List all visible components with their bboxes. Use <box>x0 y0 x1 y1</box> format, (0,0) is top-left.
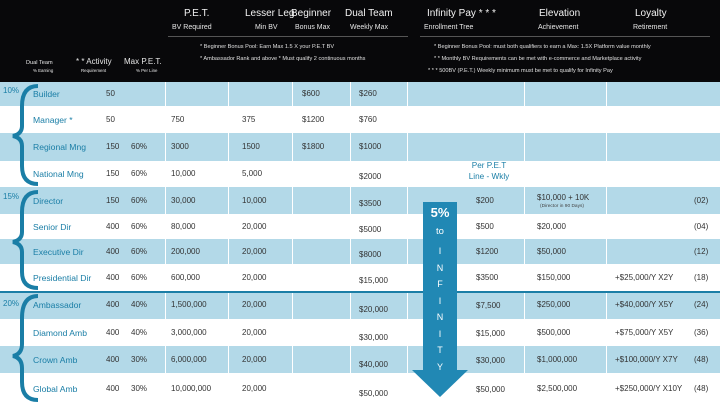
activity-bv: 150 <box>106 142 120 151</box>
lesser-leg-bv: 10,000 <box>242 196 267 205</box>
rank-name: Ambassador <box>33 300 82 310</box>
infinity-pay: $50,000 <box>476 385 505 394</box>
header-divider-left <box>168 36 408 37</box>
loyalty-award: +$250,000/Y X10Y <box>615 384 683 393</box>
dual-team-max: $15,000 <box>359 276 388 285</box>
rank-name: Senior Dir <box>33 222 72 232</box>
col-title-lesser: Lesser Leg <box>245 8 295 19</box>
rank-name: Regional Mng <box>33 142 87 152</box>
pet-bv: 200,000 <box>171 247 200 256</box>
group-percent-15: 15% <box>3 192 20 201</box>
loyalty-months: (12) <box>694 247 709 256</box>
elevation-award: $10,000 + 10K <box>537 193 590 202</box>
dual-team-max: $40,000 <box>359 360 388 369</box>
column-separator <box>407 82 408 405</box>
pet-bv: 6,000,000 <box>171 355 207 364</box>
col-sub-elevation: Achievement <box>538 24 579 31</box>
arrow-letter: I <box>438 246 442 256</box>
table-row <box>0 187 720 214</box>
pet-bv: 80,000 <box>171 222 196 231</box>
column-separator <box>606 82 607 405</box>
activity-bv: 400 <box>106 384 120 393</box>
lesser-leg-bv: 1500 <box>242 142 260 151</box>
col-title-infinity: Infinity Pay * * * <box>427 8 496 19</box>
arrow-to: to <box>436 226 444 237</box>
lesser-leg-bv: 5,000 <box>242 169 263 178</box>
loyalty-months: (04) <box>694 222 709 231</box>
col-sub-lesser: Min BV <box>255 24 278 31</box>
infinity-pay: $500 <box>476 222 494 231</box>
pet-bv: 750 <box>171 115 185 124</box>
arrow-letter: N <box>436 312 444 322</box>
note-1: * Beginner Bonus Pool: Earn Max 1.5 X your P.E.T BV <box>200 44 335 50</box>
left-sub-dual: % Earning <box>33 68 54 73</box>
activity-bv: 50 <box>106 89 115 98</box>
max-pet-percent: 30% <box>131 384 148 393</box>
infinity-pay: $15,000 <box>476 329 505 338</box>
infinity-pay: $3500 <box>476 273 499 282</box>
activity-bv: 150 <box>106 169 120 178</box>
left-title-dual: Dual Team <box>26 60 53 66</box>
elevation-award: $50,000 <box>537 247 566 256</box>
dual-team-max: $2000 <box>359 172 382 181</box>
max-pet-percent: 40% <box>131 328 148 337</box>
dual-team-max: $260 <box>359 89 377 98</box>
col-title-pet: P.E.T. <box>184 8 210 19</box>
col-title-elevation: Elevation <box>539 8 581 19</box>
brace-group-2 <box>13 192 38 288</box>
arrow-letter: I <box>438 295 442 306</box>
lesser-leg-bv: 20,000 <box>242 328 267 337</box>
col-sub-loyalty: Retirement <box>633 24 668 31</box>
note-2: * Ambassador Rank and above * Must qualify 2 continuous months <box>200 56 366 62</box>
loyalty-months: (02) <box>694 196 709 205</box>
elevation-award: $1,000,000 <box>537 355 578 364</box>
beginner-bonus: $1200 <box>302 115 325 124</box>
infinity-pay: $1200 <box>476 247 499 256</box>
infinity-label-line1: Per P.E.T <box>471 161 507 170</box>
loyalty-months: (48) <box>694 355 709 364</box>
lesser-leg-bv: 375 <box>242 115 256 124</box>
elevation-note: (Director in 90 Days) <box>540 204 584 209</box>
loyalty-months: (48) <box>694 384 709 393</box>
loyalty-award: +$100,000/Y X7Y <box>615 355 678 364</box>
max-pet-percent: 60% <box>131 169 148 178</box>
col-sub-dual: Weekly Max <box>350 24 388 31</box>
column-separator <box>228 82 229 405</box>
pet-bv: 10,000,000 <box>171 384 212 393</box>
max-pet-percent: 60% <box>131 273 148 282</box>
rank-name: Crown Amb <box>33 355 78 365</box>
elevation-award: $20,000 <box>537 222 566 231</box>
pet-bv: 10,000 <box>171 169 196 178</box>
dual-team-max: $20,000 <box>359 305 388 314</box>
rank-name: Manager * <box>33 115 73 125</box>
rank-name: Diamond Amb <box>33 328 87 338</box>
left-title-maxpet: Max P.E.T. <box>124 57 162 66</box>
group-divider <box>0 291 720 293</box>
brace-group-3 <box>13 296 38 400</box>
rank-name: National Mng <box>33 169 84 179</box>
loyalty-award: +$75,000/Y X5Y <box>615 328 674 337</box>
elevation-award: $250,000 <box>537 300 571 309</box>
brace-group-1 <box>13 86 38 184</box>
table-row <box>0 291 720 319</box>
lesser-leg-bv: 20,000 <box>242 222 267 231</box>
arrow-letter: F <box>437 279 443 289</box>
loyalty-months: (24) <box>694 300 709 309</box>
group-percent-20: 20% <box>3 299 20 308</box>
dual-team-max: $30,000 <box>359 333 388 342</box>
lesser-leg-bv: 20,000 <box>242 247 267 256</box>
dual-team-max: $3500 <box>359 199 382 208</box>
dual-team-max: $50,000 <box>359 389 388 398</box>
infinity-per-pet-label <box>454 160 524 182</box>
activity-bv: 400 <box>106 355 120 364</box>
max-pet-percent: 30% <box>131 355 148 364</box>
lesser-leg-bv: 20,000 <box>242 355 267 364</box>
note-4: * * Monthly BV Requirements can be met with e-commerce and Marketplace activity <box>434 56 642 62</box>
max-pet-percent: 40% <box>131 300 148 309</box>
elevation-award: $150,000 <box>537 273 571 282</box>
table-row <box>0 161 720 187</box>
group-percent-10: 10% <box>3 86 20 95</box>
table-row <box>0 264 720 291</box>
note-3: * Beginner Bonus Pool: must both qualifiers to earn a Max: 1.5X Platform value monthly <box>434 44 651 50</box>
pet-bv: 1,500,000 <box>171 300 207 309</box>
col-sub-beginner: Bonus Max <box>295 24 331 31</box>
dual-team-max: $1000 <box>359 142 382 151</box>
header-bar <box>0 0 720 82</box>
column-separator <box>350 82 351 405</box>
pet-bv: 3000 <box>171 142 189 151</box>
column-separator <box>165 82 166 405</box>
activity-bv: 50 <box>106 115 115 124</box>
table-row <box>0 214 720 239</box>
pet-bv: 600,000 <box>171 273 200 282</box>
max-pet-percent: 60% <box>131 196 148 205</box>
dual-team-max: $5000 <box>359 225 382 234</box>
column-separator <box>292 82 293 405</box>
infinity-pay: $200 <box>476 196 494 205</box>
note-5: * * * 500BV (P.E.T.) Weekly minimum must be met to qualify for Infinity Pay <box>428 68 613 74</box>
arrow-letter: I <box>438 328 442 339</box>
col-sub-pet: BV Required <box>172 24 212 31</box>
elevation-award: $2,500,000 <box>537 384 578 393</box>
table-row <box>0 319 720 346</box>
table-row <box>0 133 720 161</box>
beginner-bonus: $1800 <box>302 142 325 151</box>
header-divider-right <box>420 36 710 37</box>
table-row <box>0 346 720 373</box>
dual-team-max: $760 <box>359 115 377 124</box>
lesser-leg-bv: 20,000 <box>242 384 267 393</box>
activity-bv: 400 <box>106 300 120 309</box>
column-separator <box>524 82 525 405</box>
rank-name: Builder <box>33 89 60 99</box>
left-sub-maxpet: % Per Line <box>136 68 158 73</box>
arrow-letter: Y <box>436 361 443 372</box>
rank-name: Executive Dir <box>33 247 84 257</box>
left-title-activity: * * Activity <box>76 57 112 66</box>
max-pet-percent: 60% <box>131 247 148 256</box>
activity-bv: 150 <box>106 196 120 205</box>
group-braces <box>0 82 50 405</box>
loyalty-months: (18) <box>694 273 709 282</box>
infinity-label-line2: Line - Wkly <box>468 172 510 181</box>
lesser-leg-bv: 20,000 <box>242 300 267 309</box>
activity-bv: 400 <box>106 328 120 337</box>
table-row <box>0 106 720 133</box>
dual-team-max: $8000 <box>359 250 382 259</box>
col-title-dual: Dual Team <box>345 8 393 19</box>
loyalty-months: (36) <box>694 328 709 337</box>
infinity-pay: $7,500 <box>476 301 501 310</box>
max-pet-percent: 60% <box>131 222 148 231</box>
infinity-arrow <box>411 202 469 398</box>
pet-bv: 30,000 <box>171 196 196 205</box>
arrow-letter: T <box>437 345 443 355</box>
activity-bv: 400 <box>106 247 120 256</box>
lesser-leg-bv: 20,000 <box>242 273 267 282</box>
max-pet-percent: 60% <box>131 142 148 151</box>
loyalty-award: +$40,000/Y X5Y <box>615 300 674 309</box>
activity-bv: 400 <box>106 222 120 231</box>
beginner-bonus: $600 <box>302 89 320 98</box>
arrow-percent: 5% <box>430 205 450 220</box>
rank-name: Presidential Dir <box>33 273 92 283</box>
pet-bv: 3,000,000 <box>171 328 207 337</box>
table-row <box>0 82 720 106</box>
infinity-pay: $30,000 <box>476 356 505 365</box>
table-row <box>0 239 720 264</box>
loyalty-award: +$25,000/Y X2Y <box>615 273 674 282</box>
left-sub-activity: Requirement <box>81 68 107 73</box>
arrow-letter: N <box>436 262 444 273</box>
col-sub-infinity: Enrollment Tree <box>424 24 474 31</box>
table-row <box>0 373 720 405</box>
col-title-beginner: Beginner <box>291 8 332 19</box>
rank-name: Global Amb <box>33 384 78 394</box>
activity-bv: 400 <box>106 273 120 282</box>
elevation-award: $500,000 <box>537 328 571 337</box>
rank-name: Director <box>33 196 64 206</box>
col-title-loyalty: Loyalty <box>635 8 667 19</box>
